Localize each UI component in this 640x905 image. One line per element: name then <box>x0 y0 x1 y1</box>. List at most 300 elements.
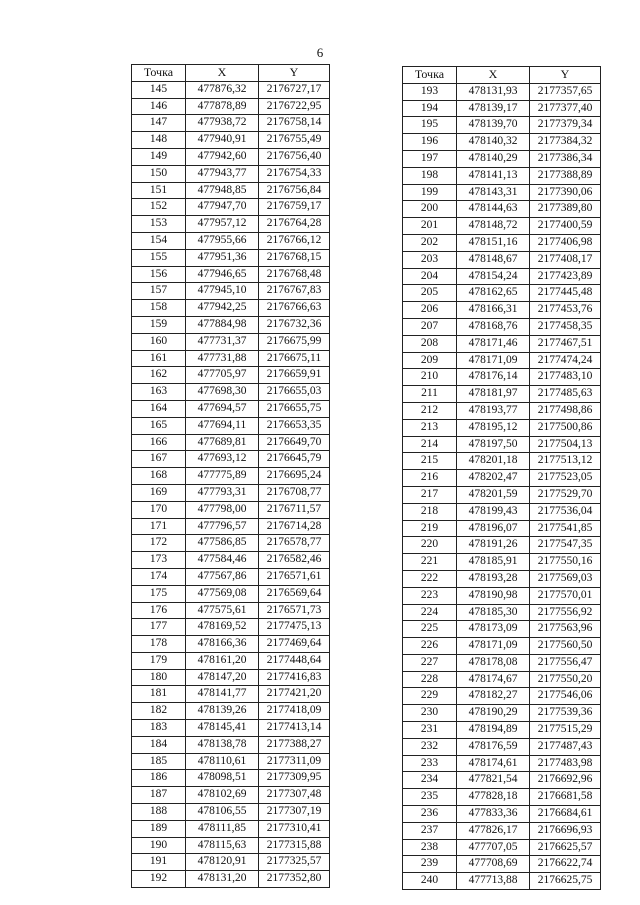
cell-x: 478178,08 <box>457 654 530 671</box>
cell-y: 2176625,75 <box>530 873 601 890</box>
cell-point: 207 <box>403 318 457 335</box>
table-row <box>132 417 330 434</box>
cell-point: 152 <box>132 199 186 216</box>
cell-point: 216 <box>403 470 457 487</box>
table-row <box>132 602 330 619</box>
cell-point: 232 <box>403 738 457 755</box>
cell-y: 2176582,46 <box>259 552 330 569</box>
cell-x: 478181,97 <box>457 386 530 403</box>
table-row <box>132 736 330 753</box>
cell-x: 478140,29 <box>457 150 530 167</box>
cell-y: 2177556,92 <box>530 604 601 621</box>
cell-point: 228 <box>403 671 457 688</box>
cell-x: 478185,30 <box>457 604 530 621</box>
table-row <box>132 400 330 417</box>
table-row <box>403 268 601 285</box>
cell-y: 2176655,75 <box>259 400 330 417</box>
table-row <box>403 537 601 554</box>
cell-point: 149 <box>132 148 186 165</box>
cell-y: 2177485,63 <box>530 386 601 403</box>
table-row <box>132 316 330 333</box>
table-row <box>132 535 330 552</box>
header-point: Точка <box>403 67 457 84</box>
cell-x: 477942,25 <box>186 300 259 317</box>
cell-point: 161 <box>132 350 186 367</box>
table-row <box>403 234 601 251</box>
coordinates-table-right <box>402 66 601 890</box>
table-row <box>403 436 601 453</box>
table-row <box>132 98 330 115</box>
cell-point: 158 <box>132 300 186 317</box>
cell-point: 146 <box>132 98 186 115</box>
cell-x: 478171,09 <box>457 638 530 655</box>
cell-x: 478166,31 <box>457 302 530 319</box>
cell-x: 478098,51 <box>186 770 259 787</box>
cell-x: 478106,55 <box>186 804 259 821</box>
table-row <box>132 81 330 98</box>
cell-x: 477693,12 <box>186 451 259 468</box>
cell-x: 478145,41 <box>186 720 259 737</box>
table-row <box>403 738 601 755</box>
table-row <box>403 150 601 167</box>
cell-point: 156 <box>132 266 186 283</box>
cell-y: 2177475,13 <box>259 619 330 636</box>
table-row <box>403 453 601 470</box>
table-row <box>132 350 330 367</box>
cell-x: 477828,18 <box>457 789 530 806</box>
cell-x: 478173,09 <box>457 621 530 638</box>
cell-point: 226 <box>403 638 457 655</box>
table-row <box>132 451 330 468</box>
cell-y: 2176714,28 <box>259 518 330 535</box>
table-row <box>403 856 601 873</box>
cell-y: 2177418,09 <box>259 703 330 720</box>
cell-point: 209 <box>403 352 457 369</box>
cell-point: 203 <box>403 251 457 268</box>
cell-y: 2176767,83 <box>259 283 330 300</box>
cell-x: 477793,31 <box>186 484 259 501</box>
cell-y: 2176695,24 <box>259 468 330 485</box>
cell-point: 212 <box>403 402 457 419</box>
cell-x: 478115,63 <box>186 837 259 854</box>
table-header-row <box>403 67 601 84</box>
cell-y: 2177310,41 <box>259 820 330 837</box>
cell-point: 215 <box>403 453 457 470</box>
cell-x: 478169,52 <box>186 619 259 636</box>
table-row <box>403 201 601 218</box>
cell-point: 205 <box>403 285 457 302</box>
table-row <box>132 384 330 401</box>
cell-point: 176 <box>132 602 186 619</box>
cell-x: 477884,98 <box>186 316 259 333</box>
cell-x: 478182,27 <box>457 688 530 705</box>
cell-y: 2177487,43 <box>530 738 601 755</box>
cell-point: 169 <box>132 484 186 501</box>
cell-y: 2176766,12 <box>259 232 330 249</box>
cell-y: 2177315,88 <box>259 837 330 854</box>
table-row <box>403 134 601 151</box>
cell-point: 174 <box>132 568 186 585</box>
cell-x: 478131,20 <box>186 871 259 888</box>
cell-x: 478151,16 <box>457 234 530 251</box>
table-row <box>132 333 330 350</box>
cell-y: 2176659,91 <box>259 367 330 384</box>
cell-y: 2176675,99 <box>259 333 330 350</box>
cell-x: 478154,24 <box>457 268 530 285</box>
cell-y: 2176756,84 <box>259 182 330 199</box>
cell-y: 2176692,96 <box>530 772 601 789</box>
table-row <box>132 619 330 636</box>
cell-y: 2177388,89 <box>530 167 601 184</box>
cell-y: 2177483,98 <box>530 755 601 772</box>
cell-x: 478201,59 <box>457 486 530 503</box>
cell-y: 2177467,51 <box>530 335 601 352</box>
cell-point: 167 <box>132 451 186 468</box>
cell-x: 477584,46 <box>186 552 259 569</box>
cell-point: 224 <box>403 604 457 621</box>
cell-y: 2177547,35 <box>530 537 601 554</box>
cell-y: 2177569,03 <box>530 570 601 587</box>
cell-x: 478110,61 <box>186 753 259 770</box>
cell-x: 477694,11 <box>186 417 259 434</box>
cell-y: 2176655,03 <box>259 384 330 401</box>
cell-x: 478139,26 <box>186 703 259 720</box>
cell-point: 225 <box>403 621 457 638</box>
cell-x: 477707,05 <box>457 839 530 856</box>
cell-x: 477951,36 <box>186 249 259 266</box>
cell-y: 2177556,47 <box>530 654 601 671</box>
cell-point: 236 <box>403 806 457 823</box>
table-row <box>403 671 601 688</box>
table-row <box>403 587 601 604</box>
table-row <box>132 720 330 737</box>
cell-x: 478190,29 <box>457 705 530 722</box>
table-row <box>403 167 601 184</box>
table-row <box>403 873 601 890</box>
cell-y: 2177386,34 <box>530 150 601 167</box>
cell-y: 2177413,14 <box>259 720 330 737</box>
table-row <box>403 386 601 403</box>
cell-x: 478141,13 <box>457 167 530 184</box>
table-row <box>132 199 330 216</box>
cell-point: 160 <box>132 333 186 350</box>
cell-y: 2176649,70 <box>259 434 330 451</box>
cell-point: 191 <box>132 854 186 871</box>
cell-x: 478144,63 <box>457 201 530 218</box>
table-row <box>403 218 601 235</box>
cell-y: 2176727,17 <box>259 81 330 98</box>
table-row <box>403 302 601 319</box>
cell-point: 177 <box>132 619 186 636</box>
cell-y: 2176756,40 <box>259 148 330 165</box>
table-row <box>132 300 330 317</box>
table-row <box>403 705 601 722</box>
cell-point: 190 <box>132 837 186 854</box>
cell-point: 189 <box>132 820 186 837</box>
cell-y: 2177406,98 <box>530 234 601 251</box>
cell-y: 2177504,13 <box>530 436 601 453</box>
cell-y: 2177307,48 <box>259 787 330 804</box>
cell-y: 2176569,64 <box>259 585 330 602</box>
cell-point: 223 <box>403 587 457 604</box>
cell-point: 164 <box>132 400 186 417</box>
table-row <box>403 654 601 671</box>
cell-x: 477798,00 <box>186 501 259 518</box>
cell-x: 478202,47 <box>457 470 530 487</box>
cell-x: 478111,85 <box>186 820 259 837</box>
cell-x: 477878,89 <box>186 98 259 115</box>
cell-x: 477947,70 <box>186 199 259 216</box>
cell-x: 478201,18 <box>457 453 530 470</box>
cell-point: 231 <box>403 722 457 739</box>
cell-point: 230 <box>403 705 457 722</box>
cell-y: 2177536,04 <box>530 503 601 520</box>
cell-y: 2176755,49 <box>259 132 330 149</box>
cell-x: 478194,89 <box>457 722 530 739</box>
cell-y: 2177539,36 <box>530 705 601 722</box>
cell-point: 148 <box>132 132 186 149</box>
cell-point: 184 <box>132 736 186 753</box>
cell-point: 153 <box>132 216 186 233</box>
cell-x: 477731,88 <box>186 350 259 367</box>
cell-y: 2177563,96 <box>530 621 601 638</box>
table-row <box>132 484 330 501</box>
cell-point: 155 <box>132 249 186 266</box>
cell-point: 219 <box>403 520 457 537</box>
cell-point: 179 <box>132 652 186 669</box>
cell-y: 2176681,58 <box>530 789 601 806</box>
cell-point: 217 <box>403 486 457 503</box>
cell-x: 477569,08 <box>186 585 259 602</box>
page-number: 6 <box>316 45 324 60</box>
header-point: Точка <box>132 65 186 82</box>
cell-point: 197 <box>403 150 457 167</box>
cell-x: 478174,61 <box>457 755 530 772</box>
cell-point: 181 <box>132 686 186 703</box>
cell-y: 2176653,35 <box>259 417 330 434</box>
cell-point: 168 <box>132 468 186 485</box>
cell-point: 211 <box>403 386 457 403</box>
table-row <box>132 753 330 770</box>
cell-point: 229 <box>403 688 457 705</box>
table-row <box>403 554 601 571</box>
cell-x: 477698,30 <box>186 384 259 401</box>
table-row <box>403 419 601 436</box>
cell-y: 2176625,57 <box>530 839 601 856</box>
cell-point: 171 <box>132 518 186 535</box>
table-row <box>403 570 601 587</box>
cell-x: 477942,60 <box>186 148 259 165</box>
cell-point: 221 <box>403 554 457 571</box>
table-row <box>403 638 601 655</box>
cell-x: 477705,97 <box>186 367 259 384</box>
cell-point: 237 <box>403 822 457 839</box>
table-row <box>132 585 330 602</box>
table-row <box>403 117 601 134</box>
cell-x: 478166,36 <box>186 636 259 653</box>
cell-point: 187 <box>132 787 186 804</box>
table-row <box>132 652 330 669</box>
cell-x: 478120,91 <box>186 854 259 871</box>
cell-point: 157 <box>132 283 186 300</box>
table-row <box>132 232 330 249</box>
cell-x: 478193,28 <box>457 570 530 587</box>
table-row <box>403 789 601 806</box>
cell-x: 477826,17 <box>457 822 530 839</box>
cell-y: 2177550,16 <box>530 554 601 571</box>
cell-point: 194 <box>403 100 457 117</box>
cell-x: 478171,09 <box>457 352 530 369</box>
cell-y: 2177474,24 <box>530 352 601 369</box>
cell-x: 477775,89 <box>186 468 259 485</box>
table-row <box>132 703 330 720</box>
cell-y: 2177421,20 <box>259 686 330 703</box>
table-row <box>403 722 601 739</box>
cell-x: 478185,91 <box>457 554 530 571</box>
cell-point: 234 <box>403 772 457 789</box>
cell-y: 2176759,17 <box>259 199 330 216</box>
cell-y: 2177513,12 <box>530 453 601 470</box>
cell-y: 2177311,09 <box>259 753 330 770</box>
cell-x: 478139,70 <box>457 117 530 134</box>
cell-y: 2177388,27 <box>259 736 330 753</box>
cell-point: 145 <box>132 81 186 98</box>
table-row <box>132 770 330 787</box>
cell-y: 2177546,06 <box>530 688 601 705</box>
table-row <box>132 568 330 585</box>
cell-x: 478143,31 <box>457 184 530 201</box>
table-row <box>132 804 330 821</box>
cell-point: 220 <box>403 537 457 554</box>
cell-y: 2177379,34 <box>530 117 601 134</box>
cell-y: 2177390,06 <box>530 184 601 201</box>
table-row <box>132 148 330 165</box>
cell-y: 2176711,57 <box>259 501 330 518</box>
cell-point: 240 <box>403 873 457 890</box>
cell-x: 478168,76 <box>457 318 530 335</box>
table-row <box>132 115 330 132</box>
cell-x: 477833,36 <box>457 806 530 823</box>
cell-y: 2177309,95 <box>259 770 330 787</box>
table-row <box>403 755 601 772</box>
cell-x: 477946,65 <box>186 266 259 283</box>
cell-y: 2176708,77 <box>259 484 330 501</box>
cell-y: 2176571,61 <box>259 568 330 585</box>
table-row <box>132 552 330 569</box>
cell-y: 2176622,74 <box>530 856 601 873</box>
cell-x: 478141,77 <box>186 686 259 703</box>
cell-point: 200 <box>403 201 457 218</box>
cell-point: 192 <box>132 871 186 888</box>
cell-point: 150 <box>132 165 186 182</box>
cell-point: 173 <box>132 552 186 569</box>
cell-y: 2177550,20 <box>530 671 601 688</box>
cell-y: 2177377,40 <box>530 100 601 117</box>
cell-point: 166 <box>132 434 186 451</box>
cell-point: 201 <box>403 218 457 235</box>
cell-y: 2177357,65 <box>530 83 601 100</box>
cell-y: 2177483,10 <box>530 369 601 386</box>
cell-x: 477948,85 <box>186 182 259 199</box>
table-row <box>132 182 330 199</box>
cell-point: 218 <box>403 503 457 520</box>
table-row <box>132 266 330 283</box>
table-row <box>132 367 330 384</box>
table-row <box>132 283 330 300</box>
cell-y: 2177416,83 <box>259 669 330 686</box>
table-row <box>132 501 330 518</box>
cell-y: 2176766,63 <box>259 300 330 317</box>
cell-y: 2177523,05 <box>530 470 601 487</box>
cell-x: 477943,77 <box>186 165 259 182</box>
cell-point: 180 <box>132 669 186 686</box>
cell-point: 238 <box>403 839 457 856</box>
cell-y: 2176684,61 <box>530 806 601 823</box>
cell-point: 182 <box>132 703 186 720</box>
table-row <box>132 871 330 888</box>
cell-point: 204 <box>403 268 457 285</box>
cell-x: 478190,98 <box>457 587 530 604</box>
table-row <box>132 165 330 182</box>
cell-y: 2177458,35 <box>530 318 601 335</box>
table-row <box>403 621 601 638</box>
cell-x: 477957,12 <box>186 216 259 233</box>
cell-point: 178 <box>132 636 186 653</box>
cell-y: 2177400,59 <box>530 218 601 235</box>
table-row <box>403 806 601 823</box>
cell-x: 477876,32 <box>186 81 259 98</box>
cell-y: 2177352,80 <box>259 871 330 888</box>
cell-point: 214 <box>403 436 457 453</box>
cell-y: 2176578,77 <box>259 535 330 552</box>
cell-x: 478148,72 <box>457 218 530 235</box>
table-row <box>132 854 330 871</box>
cell-y: 2176675,11 <box>259 350 330 367</box>
cell-x: 478138,78 <box>186 736 259 753</box>
table-row <box>403 369 601 386</box>
cell-point: 186 <box>132 770 186 787</box>
table-row <box>403 83 601 100</box>
cell-point: 233 <box>403 755 457 772</box>
cell-point: 196 <box>403 134 457 151</box>
cell-y: 2177570,01 <box>530 587 601 604</box>
cell-point: 198 <box>403 167 457 184</box>
table-row <box>403 184 601 201</box>
cell-point: 208 <box>403 335 457 352</box>
cell-x: 478193,77 <box>457 402 530 419</box>
cell-x: 478199,43 <box>457 503 530 520</box>
cell-point: 188 <box>132 804 186 821</box>
cell-y: 2176754,33 <box>259 165 330 182</box>
cell-point: 183 <box>132 720 186 737</box>
table-header-row <box>132 65 330 82</box>
cell-x: 477731,37 <box>186 333 259 350</box>
table-row <box>403 100 601 117</box>
cell-point: 163 <box>132 384 186 401</box>
cell-y: 2177448,64 <box>259 652 330 669</box>
table-row <box>403 604 601 621</box>
cell-y: 2177423,89 <box>530 268 601 285</box>
table-row <box>132 787 330 804</box>
table-row <box>403 335 601 352</box>
cell-y: 2176571,73 <box>259 602 330 619</box>
table-row <box>132 686 330 703</box>
cell-x: 478131,93 <box>457 83 530 100</box>
cell-x: 477955,66 <box>186 232 259 249</box>
cell-point: 159 <box>132 316 186 333</box>
cell-point: 147 <box>132 115 186 132</box>
cell-y: 2177560,50 <box>530 638 601 655</box>
